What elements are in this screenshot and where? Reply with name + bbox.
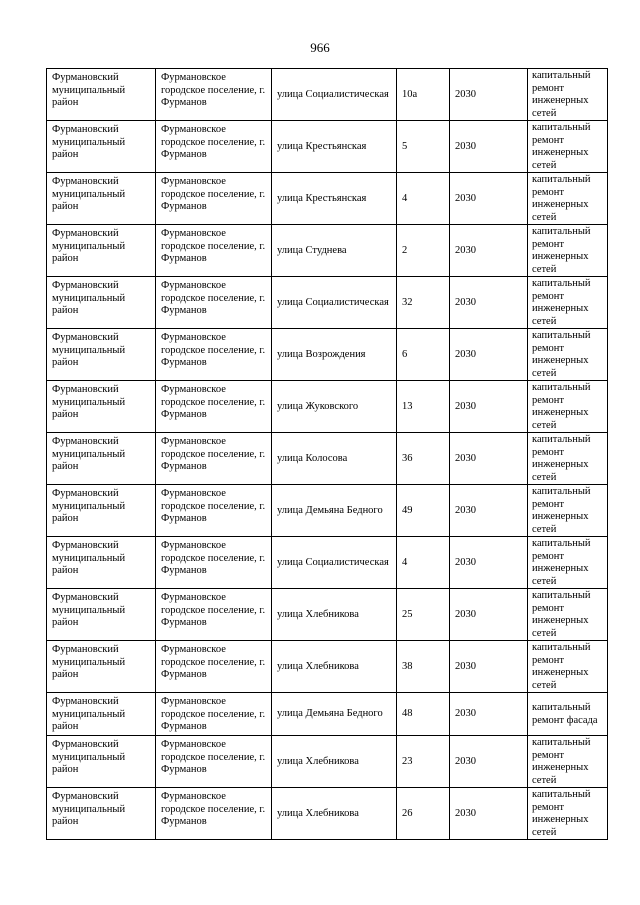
work-type-cell: капитальный ремонт инженерных сетей	[528, 641, 608, 693]
house-number-cell: 49	[397, 485, 450, 537]
table-row	[47, 589, 608, 641]
work-type-cell: капитальный ремонт инженерных сетей	[528, 485, 608, 537]
district-cell: Фурмановский муниципальный район	[47, 641, 156, 693]
street-cell: улица Демьяна Бедного	[272, 693, 397, 736]
table-body	[47, 69, 608, 840]
settlement-cell: Фурмановское городское поселение, г. Фурманов	[156, 537, 272, 589]
table-row	[47, 381, 608, 433]
table-row	[47, 537, 608, 589]
street-cell: улица Социалистическая	[272, 277, 397, 329]
district-cell: Фурмановский муниципальный район	[47, 329, 156, 381]
street-cell: улица Крестьянская	[272, 121, 397, 173]
year-cell: 2030	[450, 641, 528, 693]
housing-repair-table	[46, 68, 608, 840]
table-row	[47, 69, 608, 121]
work-type-cell: капитальный ремонт инженерных сетей	[528, 381, 608, 433]
settlement-cell: Фурмановское городское поселение, г. Фурманов	[156, 589, 272, 641]
table-row	[47, 433, 608, 485]
settlement-cell: Фурмановское городское поселение, г. Фурманов	[156, 485, 272, 537]
house-number-cell: 36	[397, 433, 450, 485]
house-number-cell: 38	[397, 641, 450, 693]
work-type-cell: капитальный ремонт инженерных сетей	[528, 173, 608, 225]
work-type-cell: капитальный ремонт инженерных сетей	[528, 277, 608, 329]
work-type-cell: капитальный ремонт инженерных сетей	[528, 329, 608, 381]
table-row	[47, 641, 608, 693]
work-type-cell: капитальный ремонт инженерных сетей	[528, 537, 608, 589]
table-row	[47, 173, 608, 225]
table-row	[47, 736, 608, 788]
work-type-cell: капитальный ремонт инженерных сетей	[528, 589, 608, 641]
settlement-cell: Фурмановское городское поселение, г. Фурманов	[156, 381, 272, 433]
street-cell: улица Колосова	[272, 433, 397, 485]
work-type-cell: капитальный ремонт инженерных сетей	[528, 788, 608, 840]
settlement-cell: Фурмановское городское поселение, г. Фурманов	[156, 736, 272, 788]
house-number-cell: 25	[397, 589, 450, 641]
table-row	[47, 121, 608, 173]
work-type-cell: капитальный ремонт фасада	[528, 693, 608, 736]
house-number-cell: 32	[397, 277, 450, 329]
settlement-cell: Фурмановское городское поселение, г. Фурманов	[156, 788, 272, 840]
district-cell: Фурмановский муниципальный район	[47, 277, 156, 329]
work-type-cell: капитальный ремонт инженерных сетей	[528, 121, 608, 173]
street-cell: улица Хлебникова	[272, 736, 397, 788]
house-number-cell: 10а	[397, 69, 450, 121]
year-cell: 2030	[450, 693, 528, 736]
district-cell: Фурмановский муниципальный район	[47, 433, 156, 485]
work-type-cell: капитальный ремонт инженерных сетей	[528, 433, 608, 485]
district-cell: Фурмановский муниципальный район	[47, 736, 156, 788]
district-cell: Фурмановский муниципальный район	[47, 173, 156, 225]
work-type-cell: капитальный ремонт инженерных сетей	[528, 69, 608, 121]
year-cell: 2030	[450, 173, 528, 225]
table-row	[47, 225, 608, 277]
district-cell: Фурмановский муниципальный район	[47, 381, 156, 433]
year-cell: 2030	[450, 277, 528, 329]
table-row	[47, 329, 608, 381]
district-cell: Фурмановский муниципальный район	[47, 537, 156, 589]
year-cell: 2030	[450, 121, 528, 173]
street-cell: улица Жуковского	[272, 381, 397, 433]
year-cell: 2030	[450, 225, 528, 277]
year-cell: 2030	[450, 736, 528, 788]
settlement-cell: Фурмановское городское поселение, г. Фурманов	[156, 69, 272, 121]
house-number-cell: 13	[397, 381, 450, 433]
district-cell: Фурмановский муниципальный район	[47, 121, 156, 173]
district-cell: Фурмановский муниципальный район	[47, 693, 156, 736]
settlement-cell: Фурмановское городское поселение, г. Фурманов	[156, 225, 272, 277]
street-cell: улица Демьяна Бедного	[272, 485, 397, 537]
table-row	[47, 277, 608, 329]
year-cell: 2030	[450, 788, 528, 840]
district-cell: Фурмановский муниципальный район	[47, 225, 156, 277]
street-cell: улица Студнева	[272, 225, 397, 277]
settlement-cell: Фурмановское городское поселение, г. Фурманов	[156, 641, 272, 693]
year-cell: 2030	[450, 485, 528, 537]
settlement-cell: Фурмановское городское поселение, г. Фурманов	[156, 121, 272, 173]
street-cell: улица Хлебникова	[272, 589, 397, 641]
year-cell: 2030	[450, 537, 528, 589]
house-number-cell: 4	[397, 537, 450, 589]
house-number-cell: 5	[397, 121, 450, 173]
house-number-cell: 48	[397, 693, 450, 736]
year-cell: 2030	[450, 433, 528, 485]
district-cell: Фурмановский муниципальный район	[47, 788, 156, 840]
house-number-cell: 4	[397, 173, 450, 225]
work-type-cell: капитальный ремонт инженерных сетей	[528, 736, 608, 788]
table-row	[47, 788, 608, 840]
street-cell: улица Хлебникова	[272, 788, 397, 840]
street-cell: улица Социалистическая	[272, 537, 397, 589]
table-row	[47, 485, 608, 537]
work-type-cell: капитальный ремонт инженерных сетей	[528, 225, 608, 277]
street-cell: улица Крестьянская	[272, 173, 397, 225]
street-cell: улица Возрождения	[272, 329, 397, 381]
page-number: 966	[310, 40, 330, 55]
house-number-cell: 2	[397, 225, 450, 277]
house-number-cell: 26	[397, 788, 450, 840]
street-cell: улица Хлебникова	[272, 641, 397, 693]
year-cell: 2030	[450, 329, 528, 381]
year-cell: 2030	[450, 589, 528, 641]
district-cell: Фурмановский муниципальный район	[47, 589, 156, 641]
table-row	[47, 693, 608, 736]
settlement-cell: Фурмановское городское поселение, г. Фурманов	[156, 693, 272, 736]
settlement-cell: Фурмановское городское поселение, г. Фурманов	[156, 433, 272, 485]
street-cell: улица Социалистическая	[272, 69, 397, 121]
settlement-cell: Фурмановское городское поселение, г. Фурманов	[156, 329, 272, 381]
house-number-cell: 6	[397, 329, 450, 381]
district-cell: Фурмановский муниципальный район	[47, 69, 156, 121]
settlement-cell: Фурмановское городское поселение, г. Фурманов	[156, 173, 272, 225]
year-cell: 2030	[450, 69, 528, 121]
year-cell: 2030	[450, 381, 528, 433]
district-cell: Фурмановский муниципальный район	[47, 485, 156, 537]
house-number-cell: 23	[397, 736, 450, 788]
settlement-cell: Фурмановское городское поселение, г. Фурманов	[156, 277, 272, 329]
